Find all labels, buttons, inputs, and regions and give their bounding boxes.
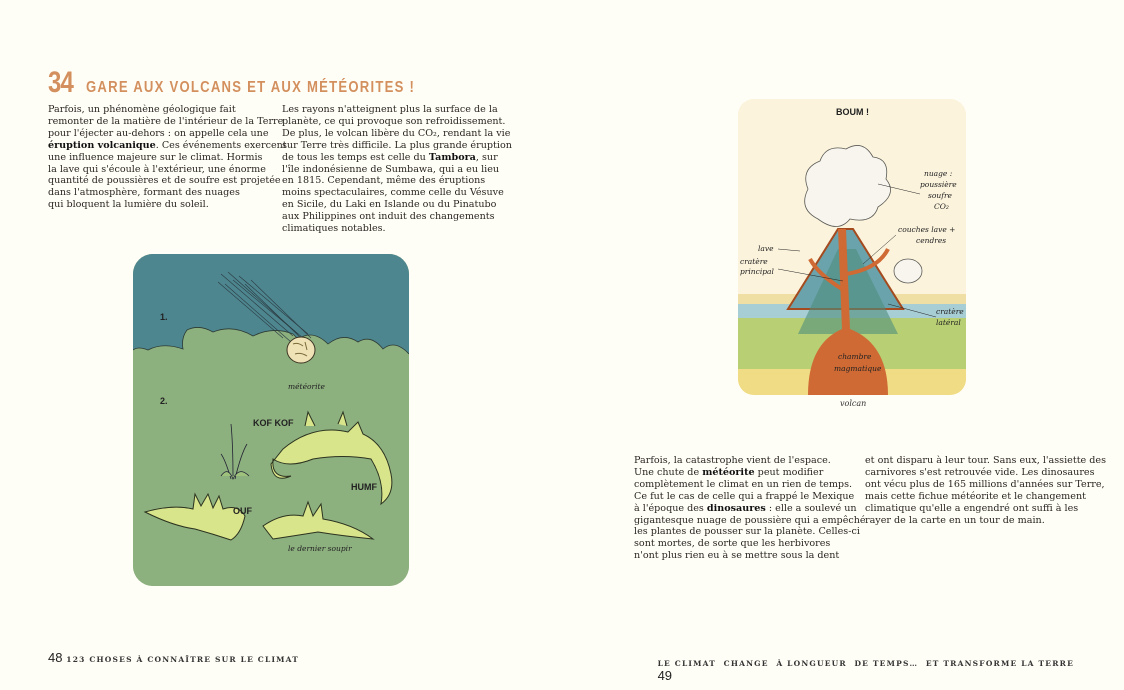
text-line: Ce fut le cas de celle qui a frappé le Mexique [634,490,855,502]
meteorite-illustration [133,254,409,586]
chapter-title: GARE AUX VOLCANS ET AUX MÉTÉORITES ! [86,79,416,96]
chapter-number: 34 [48,66,74,99]
label-step-2: 2. [160,396,168,406]
svg-text:latéral: latéral [936,318,961,327]
illustration-caption: le dernier soupir [288,544,352,553]
text-line: complètement le climat en un rien de temps. [634,478,853,490]
book-title: 123 CHOSES À CONNAÎTRE SUR LE CLIMAT [66,655,300,664]
svg-text:soufre: soufre [928,191,952,200]
text-line: éruption volcanique. Ces événements exercent [48,139,287,151]
svg-text:cratère: cratère [740,257,768,266]
text-line: gigantesque nuage de poussière qui a empêché [634,514,866,526]
boum-text: BOUM ! [836,107,869,117]
text-line: remonter de la matière de l'intérieur de la Terre [48,115,284,127]
footer-right [650,650,1074,683]
svg-text:principal: principal [740,267,774,276]
text-line: De plus, le volcan libère du CO₂, rendant la vie [282,127,511,139]
text-line: planète, ce qui provoque son refroidissement. [282,115,506,127]
bold-term: météorite [702,466,755,478]
text-column-4 [865,455,1106,526]
bold-term: Tambora [428,151,476,163]
text-line: n'ont plus rien eu à se mettre sous la dent [634,550,840,562]
text-line: Parfois, la catastrophe vient de l'espace. [634,455,831,466]
text-line: sont mortes, de sorte que les herbivores [634,538,831,550]
text-line: la lave qui s'écoule à l'extérieur, une énorme [48,163,266,175]
ouf-text: OUF [233,506,252,516]
text-line: sur Terre très difficile. La plus grande éruption [282,139,512,151]
text-line: climatique qu'elle a engendré ont suffi à les [865,502,1079,514]
text-line: ont vécu plus de 165 millions d'années sur Terre, [865,478,1105,490]
text-line: à l'époque des dinosaures : elle a soulevé un [634,502,857,514]
svg-text:cratère: cratère [936,307,964,316]
kof-kof-text: KOF KOF [253,418,294,428]
text-line: l'île indonésienne de Sumbawa, qui a eu lieu [282,163,500,175]
svg-text:CO₂: CO₂ [934,202,949,211]
text-column-1 [48,104,287,211]
text-line: aux Philippines ont induit des changements [282,211,495,223]
text-line: Une chute de météorite peut modifier [634,466,824,478]
svg-text:lave: lave [758,244,774,253]
text-line: en Sicile, du Laki en Islande ou du Pinatubo [282,199,497,211]
text-line: de tous les temps est celle du Tambora, sur [282,151,498,163]
bold-term: dinosaures [706,502,766,514]
meteorite-label: météorite [288,382,325,391]
svg-text:cendres: cendres [916,236,947,245]
text-line: les plantes de pousser sur la planète. Celles-ci [634,526,860,538]
text-column-3 [634,455,866,562]
page-number-left: 48 [48,650,63,665]
text-line: Parfois, un phénomène géologique fait [48,104,236,115]
footer-left [48,650,299,665]
svg-text:nuage :: nuage : [924,169,953,178]
humf-text: HUMF [351,482,377,492]
text-line: et ont disparu à leur tour. Sans eux, l'assiette des [865,455,1107,466]
text-line: rayer de la carte en un tour de main. [865,514,1045,526]
text-line: qui bloquent la lumière du soleil. [48,199,209,211]
text-line: Les rayons n'atteignent plus la surface de la [282,104,498,115]
svg-text:poussière: poussière [920,180,957,189]
svg-text:magmatique: magmatique [834,364,882,373]
svg-text:chambre: chambre [838,352,872,361]
volcano-illustration [738,99,966,395]
page-number-right: 49 [657,668,673,683]
text-line: carnivores s'est retrouvée vide. Les dinosaures [865,466,1095,478]
text-line: quantité de poussières et de soufre est projetée [48,175,281,187]
text-column-2 [282,104,512,235]
text-line: climatiques notables. [282,223,386,235]
section-title: LE CLIMAT CHANGE À LONGUEUR DE TEMPS… ET TRANSFORME LA TERRE [657,659,1074,668]
volcano-caption: volcan [840,399,867,408]
chapter-heading [48,66,487,100]
svg-text:couches lave +: couches lave + [898,225,956,234]
label-step-1: 1. [160,312,168,322]
text-line: une influence majeure sur le climat. Hormis [48,151,263,163]
text-line: pour l'éjecter au-dehors : on appelle cela une [48,127,269,139]
text-line: dans l'atmosphère, formant des nuages [48,187,240,199]
text-line: mais cette fichue météorite et le changement [865,490,1086,502]
text-line: moins spectaculaires, comme celle du Vésuve [282,187,504,199]
bold-term: éruption volcanique [48,139,156,151]
text-line: en 1815. Cependant, même des éruptions [282,175,486,187]
